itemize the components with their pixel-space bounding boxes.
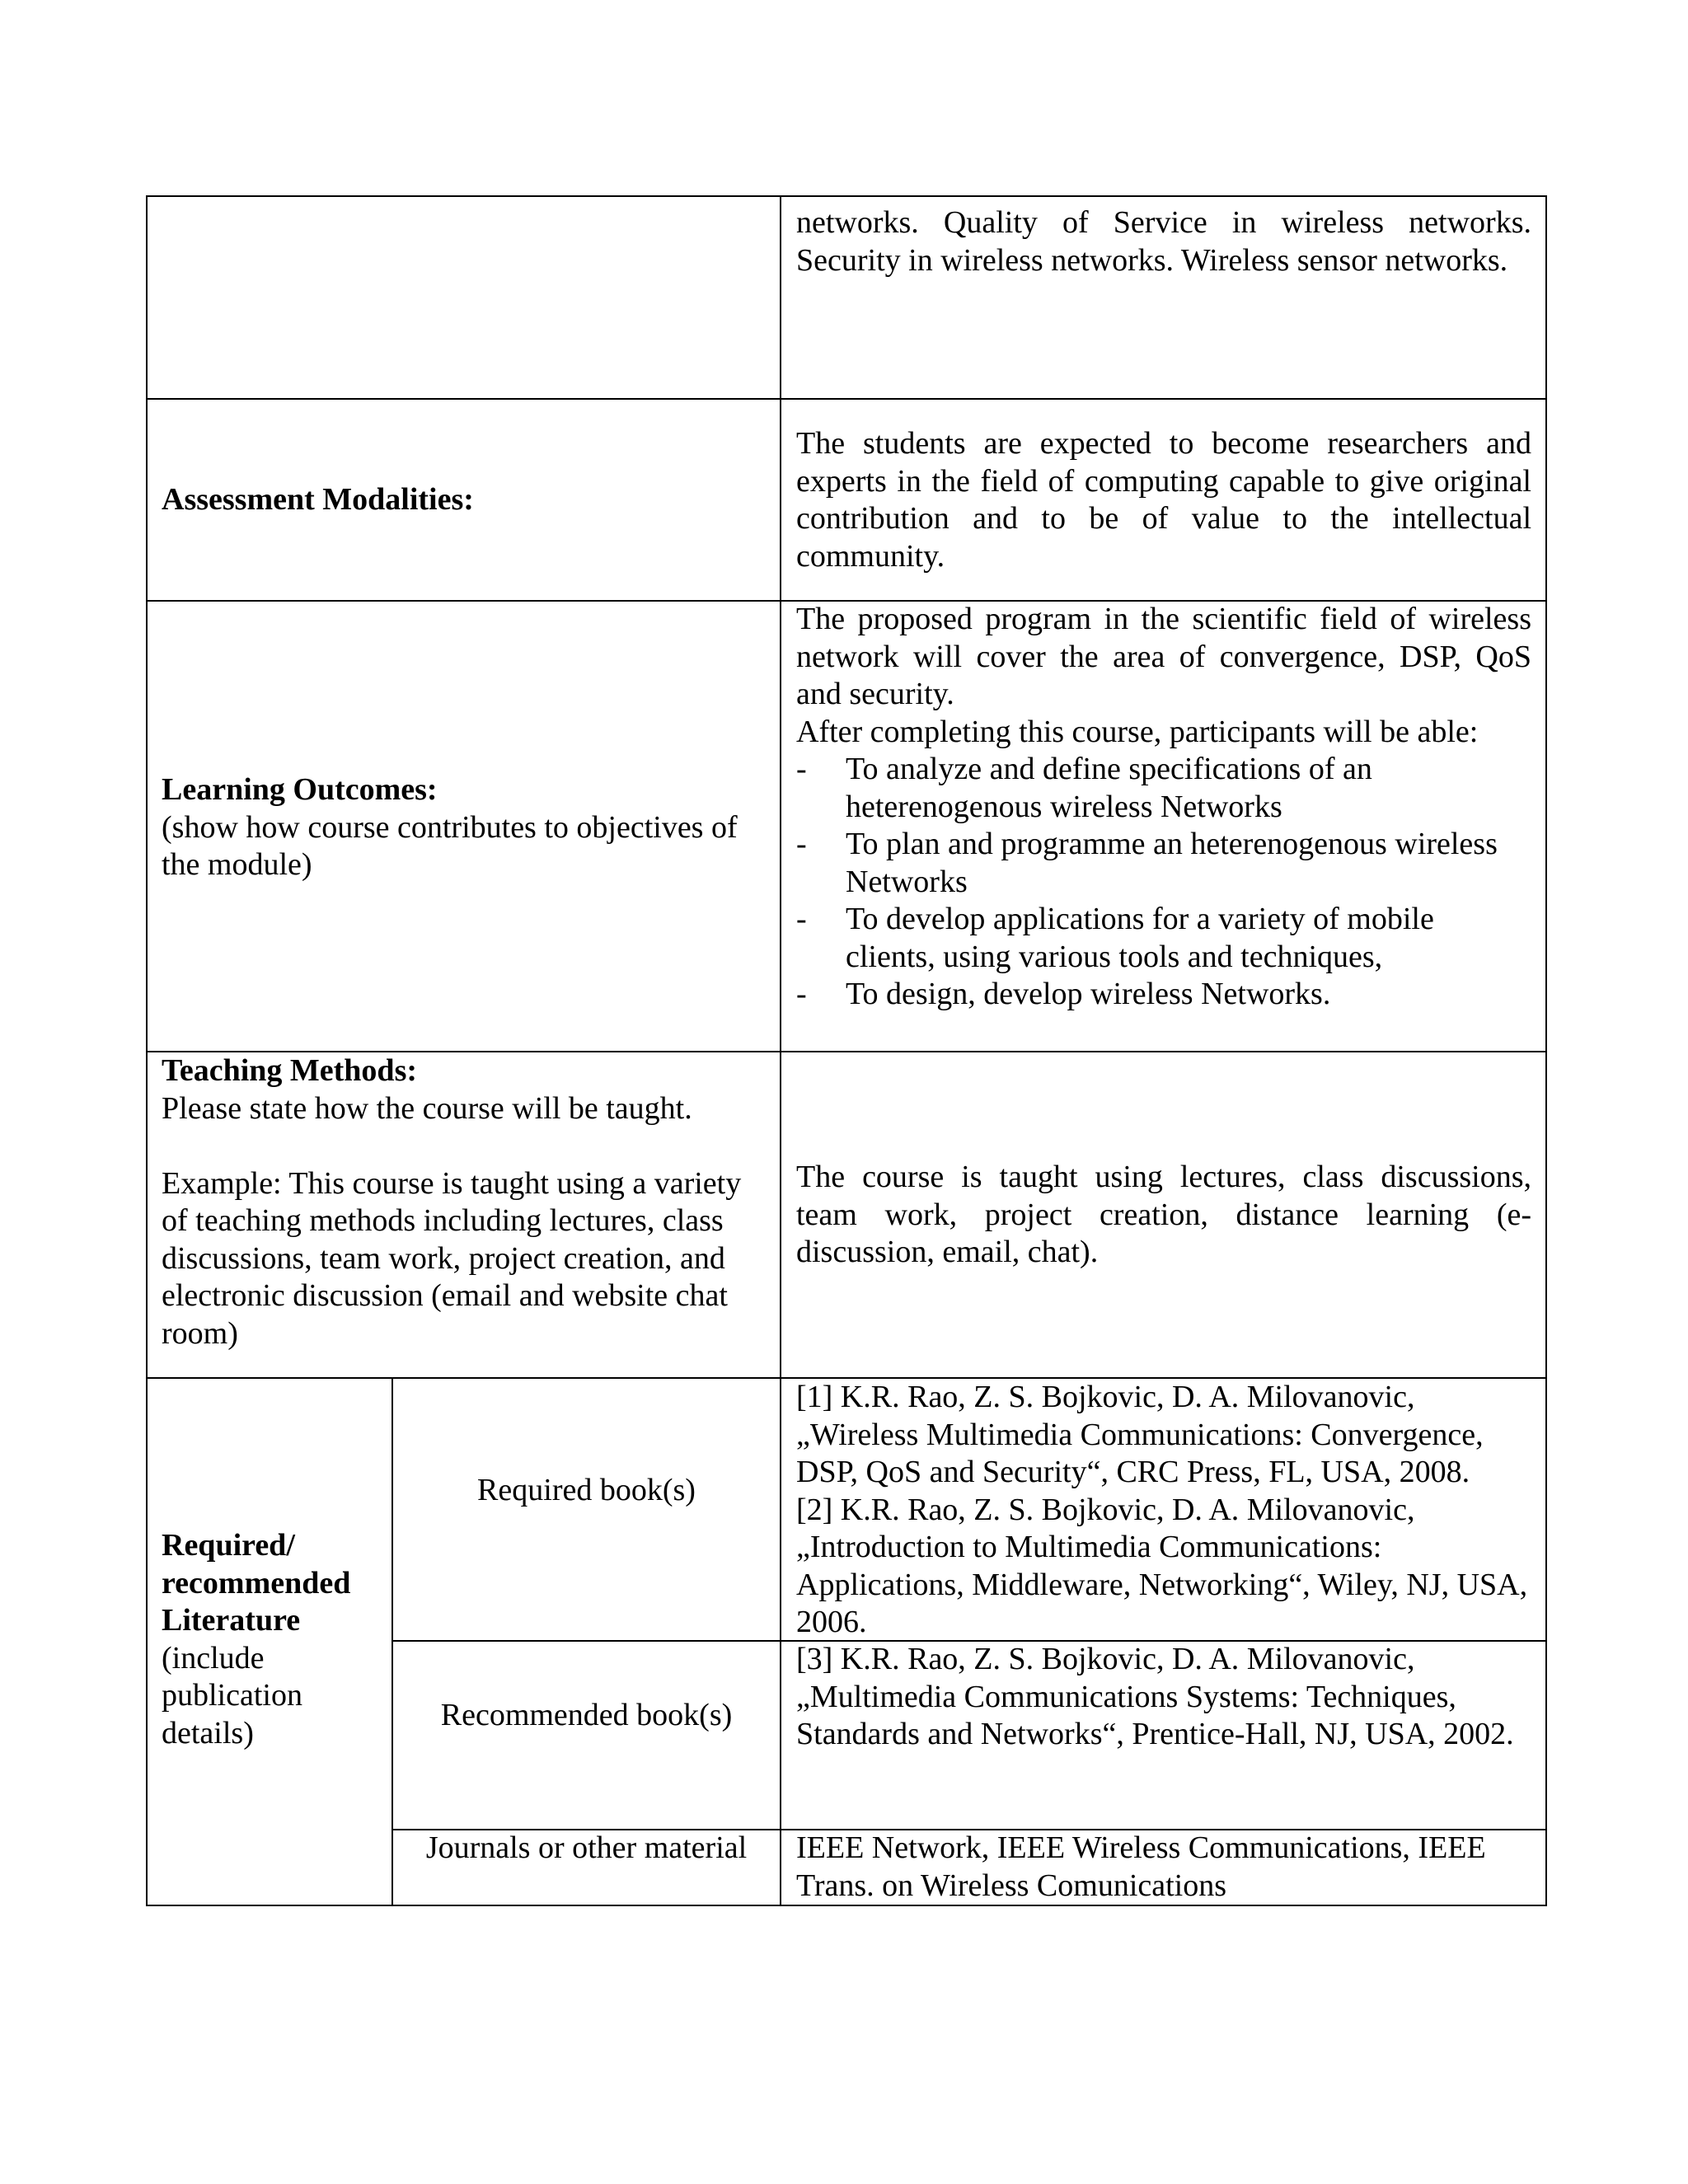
list-item-text: To plan and programme an heterenogenous wireless Networks [846,827,1498,899]
row-divider [146,398,1547,400]
bullet-dash: - [796,902,807,936]
table-border-top [146,195,1547,197]
list-item-text: To develop applications for a variety of mobile clients, using various tools and techniques, [846,902,1434,974]
literature-label: Required/ recommended Literature [162,1528,351,1638]
literature-sublabel: (include publication details) [162,1640,302,1750]
journals-label: Journals or other material [425,1830,748,1865]
literature-label-cell [162,1527,384,1752]
required-books-label: Required book(s) [477,1473,696,1507]
learning-outcomes-intro: The proposed program in the scientific field of wireless network will cover the area of convergence, DSP, QoS and security. [796,602,1531,711]
teaching-methods-example: Example: This course is taught using a variety of teaching methods including lectures, class discussions, team work, project creation, and electronic discussion (email and website chat room) [162,1165,742,1351]
reference-entry: [1] K.R. Rao, Z. S. Bojkovic, D. A. Milovanovic, „Wireless Multimedia Communications: Convergence, DSP, QoS and Security“, CRC Press, FL, USA, 2008. [796,1380,1484,1489]
table-border-right [1545,195,1547,1906]
journals-text: IEEE Network, IEEE Wireless Communications, IEEE Trans. on Wireless Comunications [796,1830,1486,1903]
topic-continuation-text: networks. Quality of Service in wireless networks. Security in wireless networks. Wireless sensor networks. [796,205,1531,278]
recommended-books-refs [796,1641,1531,1754]
learning-outcomes-sublabel: (show how course contributes to objectives of the module) [162,809,738,882]
list-item-text: To analyze and define specifications of an heterenogenous wireless Networks [846,752,1372,824]
literature-column-divider [392,1377,393,1906]
reference-entry: [3] K.R. Rao, Z. S. Bojkovic, D. A. Milovanovic, „Multimedia Communications Systems: Techniques, Standards and Networks“, Prentice-Hall, NJ, USA, 2002. [796,1642,1514,1751]
learning-outcomes-label: Learning Outcomes: [162,772,438,807]
learning-outcomes-content [796,601,1531,1014]
list-item-text: To design, develop wireless Networks. [846,977,1331,1011]
column-divider [780,195,781,1906]
required-books-refs [796,1379,1531,1642]
list-item [796,901,1531,976]
bullet-dash: - [796,977,807,1011]
table-border-bottom [146,1905,1547,1906]
assessment-label: Assessment Modalities: [162,482,474,517]
bullet-dash: - [796,827,807,861]
teaching-methods-text: The course is taught using lectures, class discussions, team work, project creation, distance learning (e-discussion, email, chat). [796,1160,1531,1269]
teaching-methods-label-cell [162,1052,768,1352]
recommended-books-label: Recommended book(s) [440,1698,733,1732]
teaching-methods-label: Teaching Methods: [162,1053,418,1088]
table-border-left [146,195,148,1906]
list-item [796,751,1531,826]
list-item [796,826,1531,901]
list-item [796,976,1531,1014]
learning-outcomes-lead-in: After completing this course, participants will be able: [796,714,1479,749]
bullet-dash: - [796,752,807,786]
learning-outcomes-label-cell [162,771,771,884]
assessment-text: The students are expected to become researchers and experts in the field of computing capable to give original contribution and to be of value to the intellectual community. [796,426,1531,574]
teaching-methods-instruction: Please state how the course will be taught. [162,1090,692,1126]
reference-entry: [2] K.R. Rao, Z. S. Bojkovic, D. A. Milovanovic, „Introduction to Multimedia Communications: Applications, Middleware, Networking“, Wiley, NJ, USA, 2006. [796,1492,1528,1639]
